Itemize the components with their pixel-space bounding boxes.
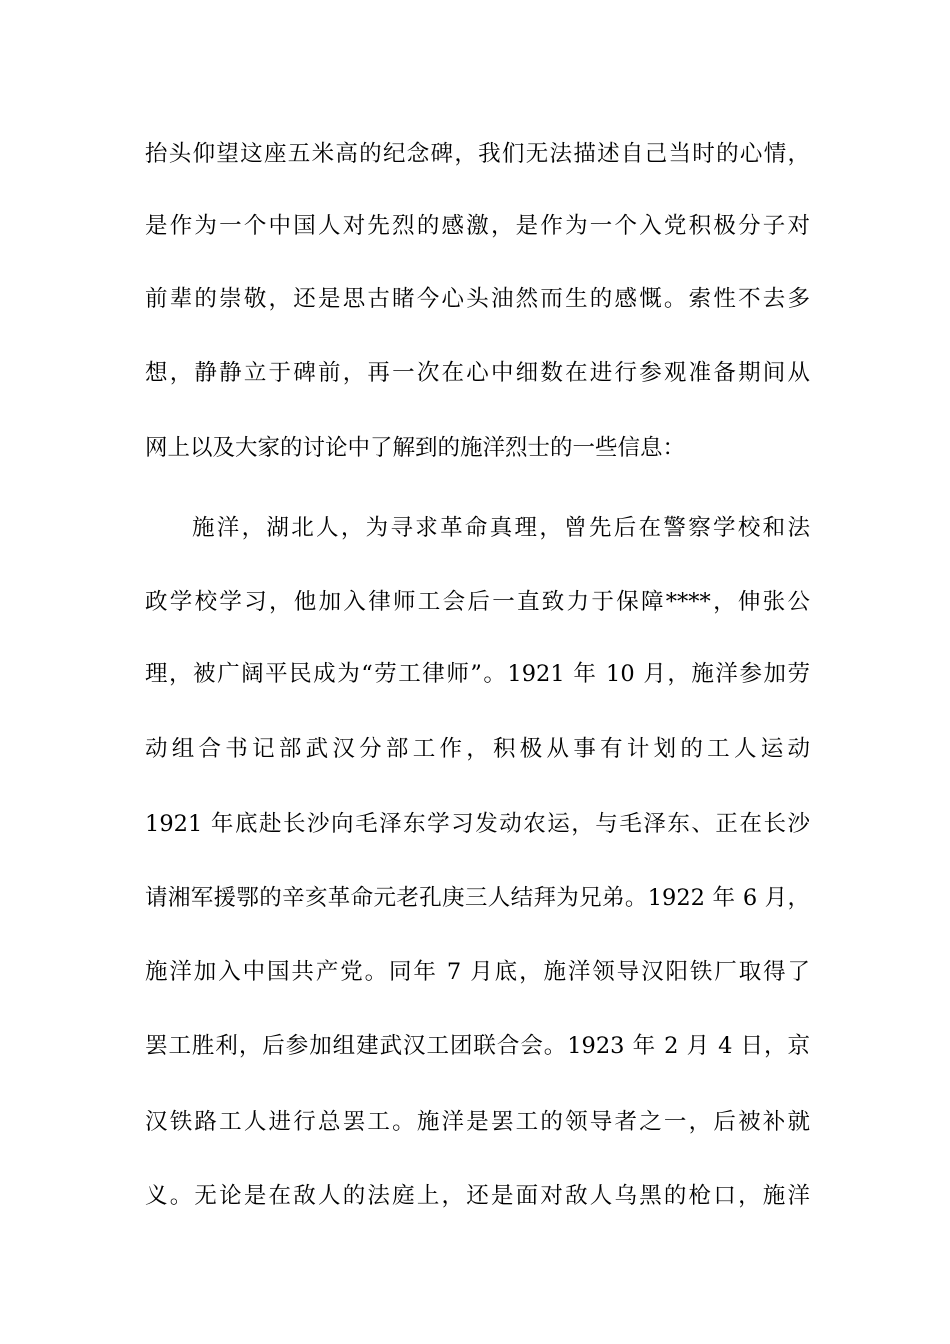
text-line-11: 请湘军援鄂的辛亥革命元老孔庚三人结拜为兄弟。1922 年 6 月，	[145, 885, 810, 911]
text-line-6: 施洋，湖北人，为寻求革命真理，曾先后在警察学校和法	[192, 515, 810, 541]
text-line-14: 汉铁路工人进行总罢工。施洋是罢工的领导者之一，后被补就	[145, 1109, 810, 1135]
text-line-15: 义。无论是在敌人的法庭上，还是面对敌人乌黑的枪口，施洋	[145, 1183, 810, 1209]
text-line-13: 罢工胜利，后参加组建武汉工团联合会。1923 年 2 月 4 日，京	[145, 1033, 810, 1059]
text-line-2: 是作为一个中国人对先烈的感激，是作为一个入党积极分子对	[145, 213, 810, 239]
text-line-10: 1921 年底赴长沙向毛泽东学习发动农运，与毛泽东、正在长沙	[145, 811, 810, 837]
text-line-5: 网上以及大家的讨论中了解到的施洋烈士的一些信息：	[145, 435, 686, 461]
text-line-9: 动组合书记部武汉分部工作，积极从事有计划的工人运动	[145, 736, 810, 762]
text-line-7: 政学校学习，他加入律师工会后一直致力于保障****，伸张公	[145, 589, 810, 615]
text-line-4: 想，静静立于碑前，再一次在心中细数在进行参观准备期间从	[145, 360, 810, 386]
text-line-3: 前辈的崇敬，还是思古睹今心头油然而生的感慨。索性不去多	[145, 286, 810, 312]
text-line-1: 抬头仰望这座五米高的纪念碑，我们无法描述自己当时的心情，	[145, 141, 810, 167]
text-line-12: 施洋加入中国共产党。同年 7 月底，施洋领导汉阳铁厂取得了	[145, 959, 810, 985]
text-line-8: 理，被广阔平民成为“劳工律师”。1921 年 10 月，施洋参加劳	[145, 661, 810, 687]
